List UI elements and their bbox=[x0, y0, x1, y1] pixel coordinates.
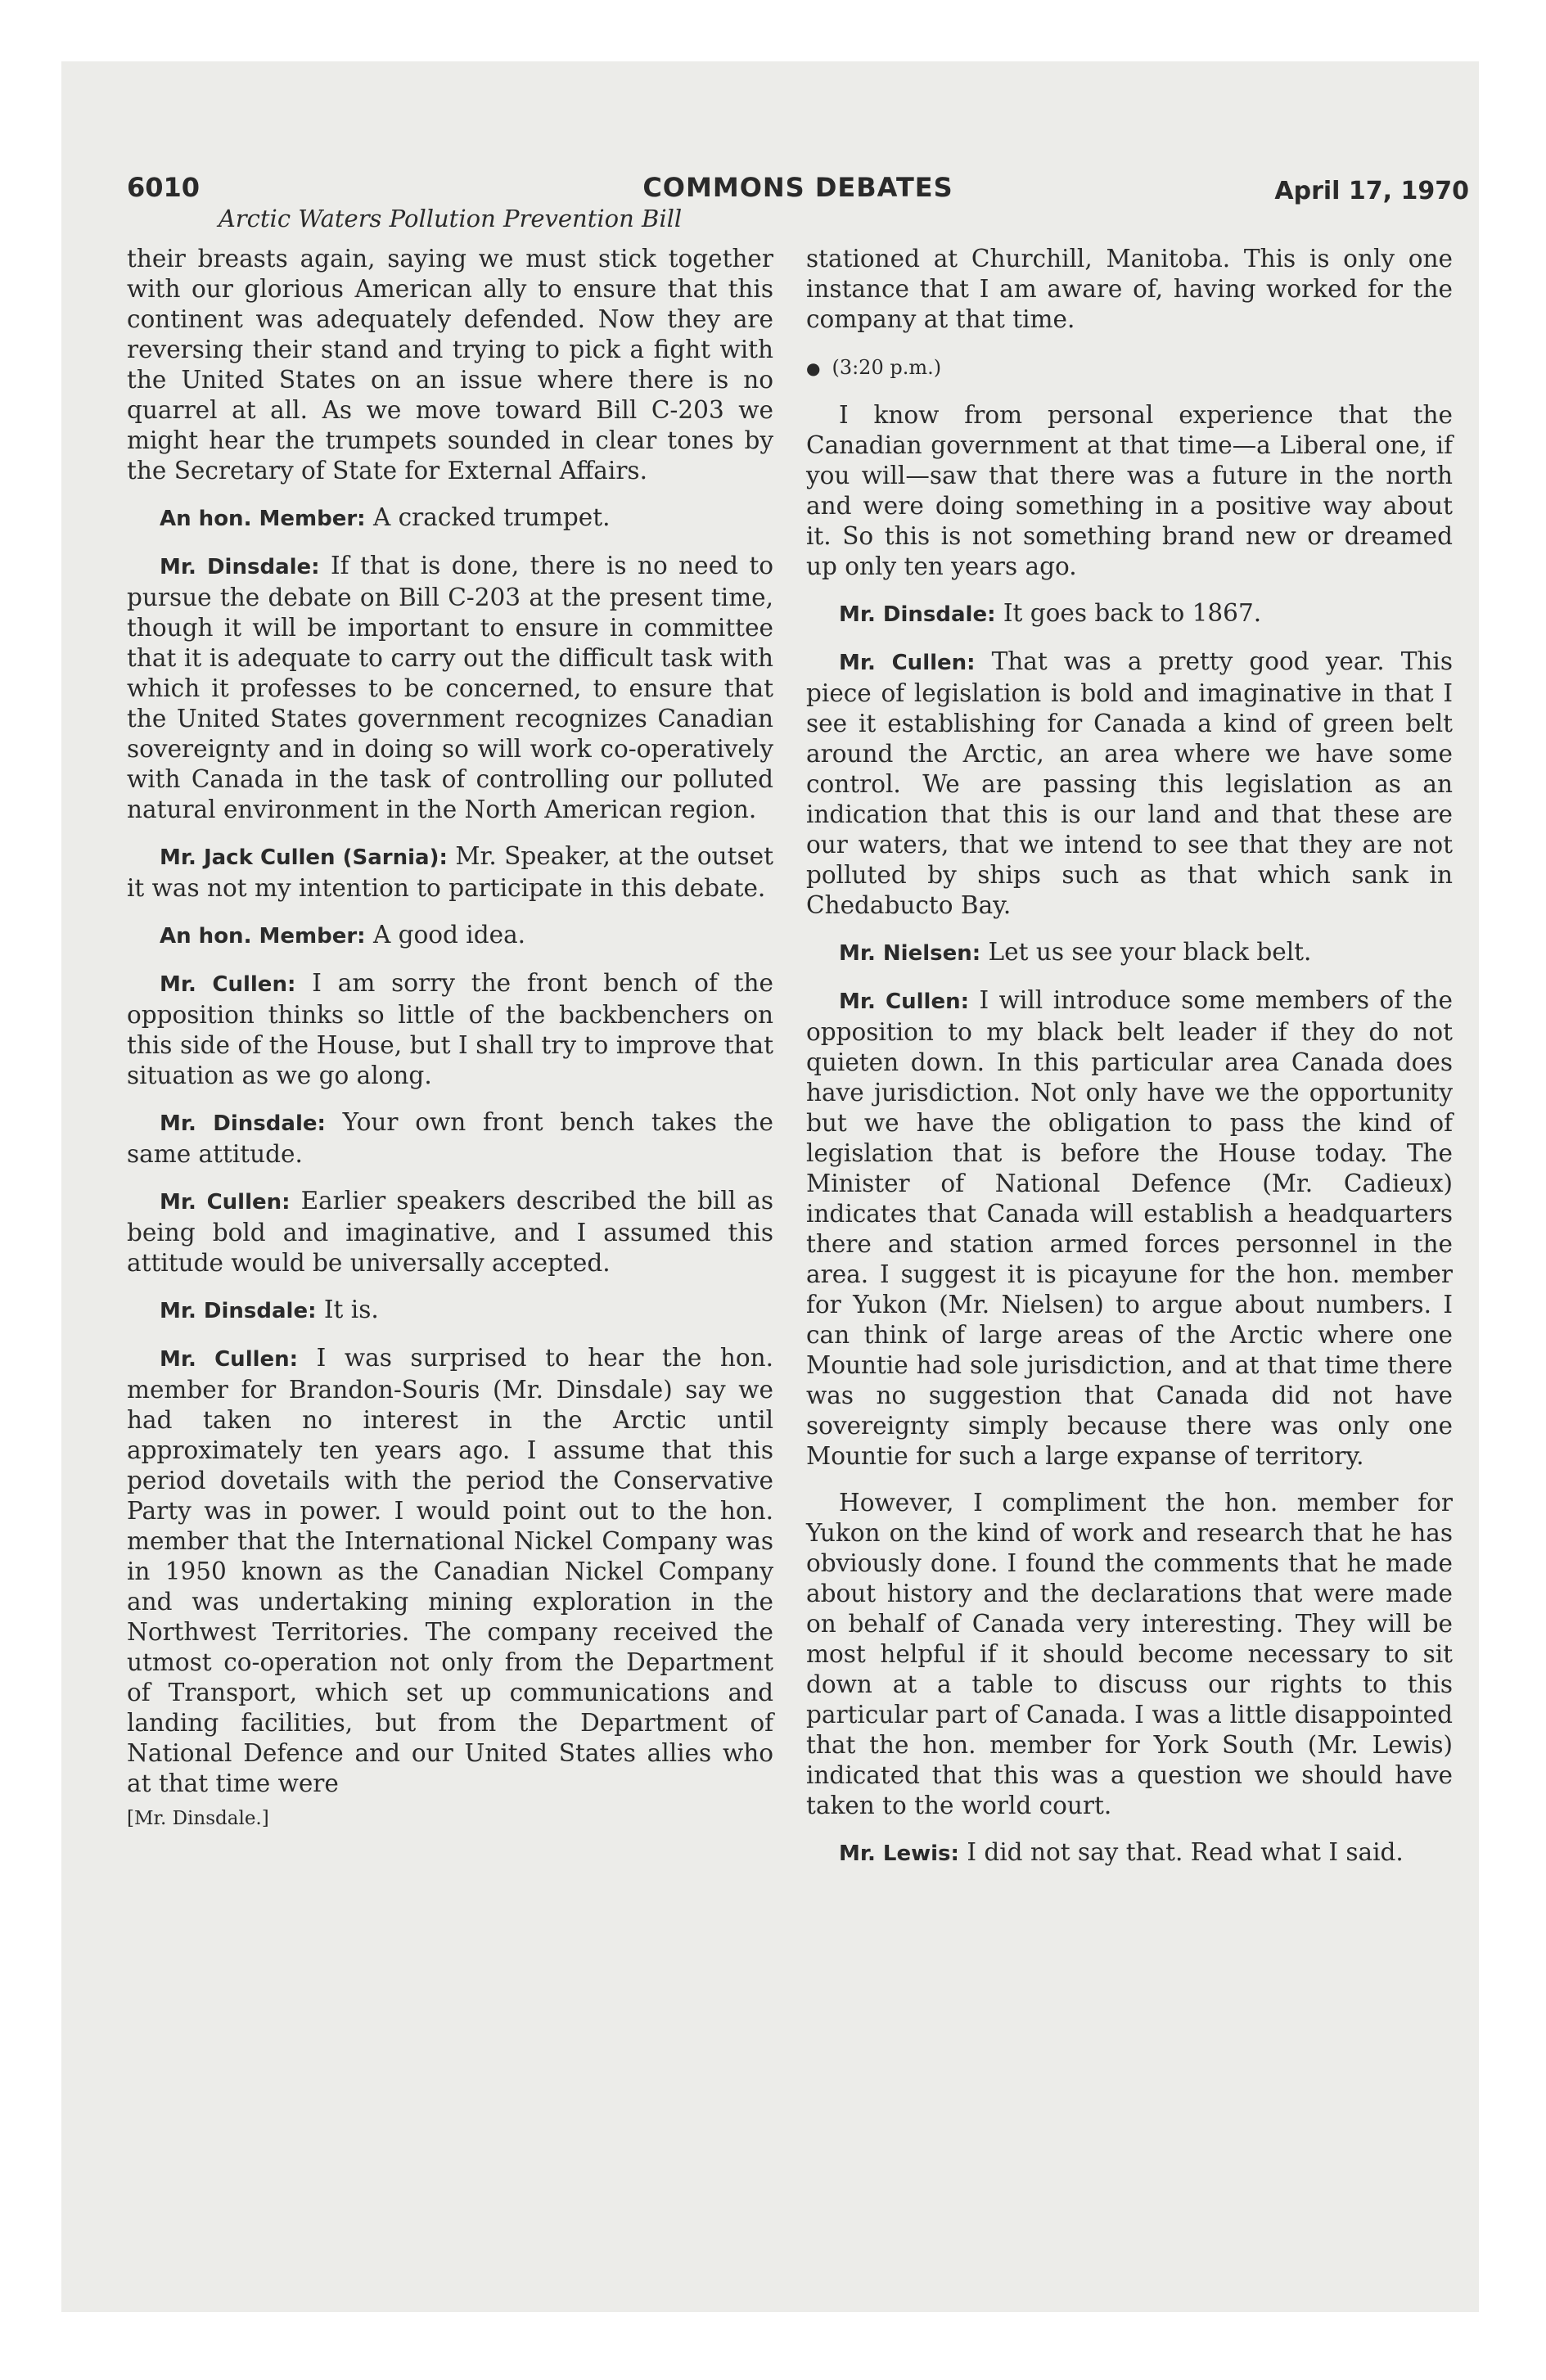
paragraph: I know from personal experience that the Canadian government at that time—a Liberal one, if you will—saw that there was a future in the north and were doing something in a positive way about it. So this is not something brand new or dreamed up only ten years ago. bbox=[806, 401, 1453, 580]
paragraph: Mr. Cullen: That was a pretty good year. This piece of legislation is bold and imaginative in that I see it establishing for Canada a kind of green belt around the Arctic, an area where we have some control. We are passing this legislation as an indication that this is our land and that these are our waters, that we intend to see that they are not polluted by ships such as that which sank in Chedabucto Bay. bbox=[806, 647, 1453, 919]
speaker-name: Mr. Dinsdale: bbox=[160, 1299, 317, 1323]
speaker-name: Mr. Jack Cullen (Sarnia): bbox=[160, 845, 448, 870]
paragraph: An hon. Member: A good idea. bbox=[160, 921, 526, 949]
paragraph: Mr. Dinsdale: It is. bbox=[160, 1296, 379, 1323]
footer-note: [Mr. Dinsdale.] bbox=[127, 1808, 269, 1829]
speaker-name: Mr. Cullen: bbox=[839, 651, 976, 675]
speaker-name: Mr. Nielsen: bbox=[839, 941, 981, 966]
speaker-name: Mr. Cullen: bbox=[160, 1347, 299, 1372]
bill-subheading: Arctic Waters Pollution Prevention Bill bbox=[218, 205, 683, 232]
paragraph: Mr. Nielsen: Let us see your black belt. bbox=[839, 938, 1312, 966]
speaker-name: Mr. Dinsdale: bbox=[160, 555, 320, 579]
paragraph: Mr. Dinsdale: Your own front bench takes the same attitude. bbox=[127, 1108, 773, 1168]
paragraph: Mr. Cullen: I will introduce some members of the opposition to my black belt leader if they do not quieten down. In this particular area Canada does have jurisdiction. Not only have we the opportunity but we have the obligation to pass the kind of legislation that is before the House today. The Minister of National Defence (Mr. Cadieux) indicates that Canada will establish a headquarters there and station armed forces personnel in the area. I suggest it is picayune for the hon. member for Yukon (Mr. Nielsen) to argue about numbers. I can think of large areas of the Arctic where one Mountie had sole jurisdiction, and at that time there was no suggestion that Canada did not have sovereignty simply because there was only one Mountie for such a large expanse of territory. bbox=[806, 986, 1453, 1470]
paragraph: Mr. Lewis: I did not say that. Read what I said. bbox=[839, 1838, 1404, 1866]
publication-date: April 17, 1970 bbox=[1274, 177, 1469, 205]
page-number: 6010 bbox=[127, 172, 201, 203]
paragraph: However, I compliment the hon. member for Yukon on the kind of work and research that he has obviously done. I found the comments that he made about history and the declarations that were made on behalf of Canada very interesting. They will be most helpful if it should become necessary to sit down at a table to discuss our rights to this particular part of Canada. I was a little disappointed that the hon. member for York South (Mr. Lewis) indicated that this was a question we should have taken to the world court. bbox=[806, 1489, 1453, 1819]
speaker-name: Mr. Cullen: bbox=[160, 972, 296, 997]
publication-title: COMMONS DEBATES bbox=[642, 172, 953, 203]
paragraph: Mr. Cullen: I was surprised to hear the hon. member for Brandon-Souris (Mr. Dinsdale) say we had taken no interest in the Arctic until approximately ten years ago. I assume that this period dovetails with the period the Conservative Party was in power. I would point out to the hon. member that the International Nickel Company was in 1950 known as the Canadian Nickel Company and was undertaking mining exploration in the Northwest Territories. The company received the utmost co-operation not only from the Department of Transport, which set up communications and landing facilities, but from the Department of National Defence and our United States allies who at that time were bbox=[127, 1344, 773, 1797]
left-column bbox=[127, 244, 773, 1850]
speaker-name: Mr. Lewis: bbox=[839, 1841, 959, 1866]
paragraph: their breasts again, saying we must stick together with our glorious American ally to ensure that this continent was adequately defended. Now they are reversing their stand and trying to pick a fight with the United States on an issue where there is no quarrel at all. As we move toward Bill C-203 we might hear the trumpets sounded in clear tones by the Secretary of State for External Affairs. bbox=[127, 245, 773, 485]
speaker-name: Mr. Cullen: bbox=[839, 989, 969, 1014]
paragraph: Mr. Jack Cullen (Sarnia): Mr. Speaker, at the outset it was not my intention to participate in this debate. bbox=[127, 842, 773, 902]
speaker-name: Mr. Dinsdale: bbox=[839, 602, 996, 627]
speaker-name: Mr. Dinsdale: bbox=[160, 1111, 326, 1136]
speaker-name: Mr. Cullen: bbox=[160, 1190, 291, 1215]
bullet-icon: ● bbox=[806, 358, 821, 378]
paragraph: stationed at Churchill, Manitoba. This is only one instance that I am aware of, having worked for the company at that time. bbox=[806, 245, 1453, 333]
time-stamp: ● (3:20 p.m.) bbox=[806, 356, 942, 379]
speaker-name: An hon. Member: bbox=[160, 507, 366, 531]
paragraph: Mr. Cullen: I am sorry the front bench of the opposition thinks so little of the backbenchers on this side of the House, but I shall try to improve that situation as we go along. bbox=[127, 969, 773, 1089]
paragraph: Mr. Dinsdale: If that is done, there is no need to pursue the debate on Bill C-203 at the present time, though it will be important to ensure in committee that it is adequate to carry out the difficult task with which it professes to be concerned, to ensure that the United States government recognizes Canadian sovereignty and in doing so will work co-operatively with Canada in the task of controlling our polluted natural environment in the North American region. bbox=[127, 552, 773, 823]
paragraph: Mr. Dinsdale: It goes back to 1867. bbox=[839, 599, 1262, 627]
right-column bbox=[806, 244, 1453, 1886]
paragraph: An hon. Member: A cracked trumpet. bbox=[160, 503, 611, 531]
speaker-name: An hon. Member: bbox=[160, 924, 366, 949]
paragraph: Mr. Cullen: Earlier speakers described the bill as being bold and imaginative, and I assumed this attitude would be universally accepted. bbox=[127, 1187, 773, 1277]
